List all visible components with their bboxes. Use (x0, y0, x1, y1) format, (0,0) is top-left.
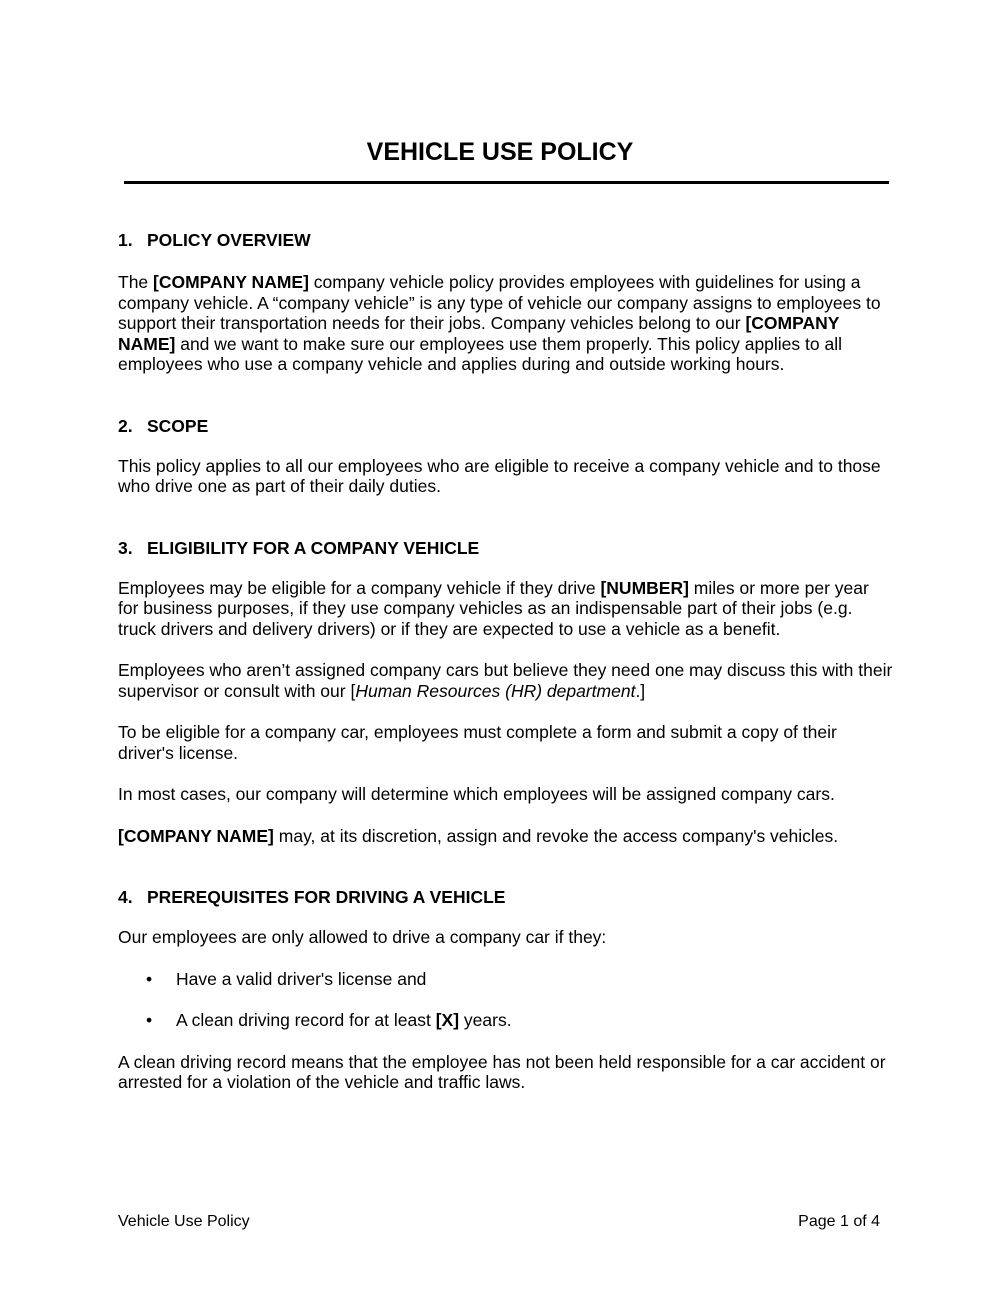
title-underline-divider (124, 181, 889, 184)
footer-page-number: Page 1 of 4 (798, 1213, 880, 1230)
text-run: Have a valid driver's license and (176, 968, 427, 989)
text-run: A clean driving record for at least (176, 1010, 436, 1030)
bullet-icon: • (146, 968, 153, 989)
eligibility-paragraph-discretion (118, 826, 893, 847)
number-placeholder: [NUMBER] (600, 577, 689, 598)
hr-department-placeholder: Human Resources (HR) department (355, 680, 636, 701)
section-number: 3. (118, 537, 133, 558)
section-number: 1. (118, 230, 133, 250)
policy-overview-paragraph (118, 272, 893, 375)
section-title: ELIGIBILITY FOR A COMPANY VEHICLE (147, 537, 480, 558)
text-run: and we want to make sure our employees use them properly. This policy applies to all employees who use a company vehicle and applies during and outside working hours. (118, 333, 842, 374)
eligibility-paragraph-form: To be eligible for a company car, employees must complete a form and submit a copy of their driver's license. (118, 722, 837, 763)
text-run: company vehicle policy provides employees with guidelines for using a company vehicle. A “company vehicle” is any type of vehicle our company assigns to employees to support their transportation needs for their jobs. Company vehicles belong to our (118, 272, 881, 333)
scope-paragraph: This policy applies to all our employees who are eligible to receive a company vehicle and to those who drive one as part of their daily duties. (118, 455, 881, 496)
section-number: 2. (118, 415, 133, 436)
prerequisites-intro-paragraph: Our employees are only allowed to drive a company car if they: (118, 927, 607, 947)
text-run: may, at its discretion, assign and revoke the access company's vehicles. (273, 825, 839, 846)
section-number: 4. (118, 887, 133, 907)
text-run: Employees who aren’t assigned company cars but believe they need one may discuss this with their supervisor or consult with our [ (118, 660, 893, 701)
eligibility-paragraph-mileage (118, 578, 893, 640)
section-title: PREREQUISITES FOR DRIVING A VEHICLE (147, 887, 506, 907)
text-run: years. (459, 1010, 512, 1030)
company-name-placeholder: [COMPANY NAME] (153, 272, 309, 292)
document-body (118, 229, 893, 1093)
section-title: POLICY OVERVIEW (147, 230, 311, 250)
text-run: miles or more per year for business purposes, if they use company vehicles as an indispensable part of their jobs (e.g. truck drivers and delivery drivers) or if they are expected to use a vehicle as a benefit. (118, 577, 869, 639)
text-run: .] (635, 680, 646, 701)
section-heading-policy-overview (118, 229, 893, 251)
section-heading-eligibility (118, 537, 893, 559)
text-run: The (118, 272, 154, 292)
eligibility-paragraph-discuss (118, 660, 893, 701)
text-run: Employees may be eligible for a company vehicle if they drive (118, 577, 601, 598)
footer-document-name: Vehicle Use Policy (118, 1213, 250, 1230)
section-heading-prerequisites (118, 886, 893, 908)
prerequisites-bullet-list (118, 969, 893, 1031)
bullet-icon: • (146, 1010, 153, 1030)
years-placeholder: [X] (435, 1010, 460, 1030)
company-name-placeholder: [COMPANY NAME] (118, 825, 274, 846)
section-heading-scope (118, 415, 893, 437)
list-item (118, 1010, 893, 1031)
clean-record-definition-paragraph: A clean driving record means that the employee has not been held responsible for a car accident or arrested for a violation of the vehicle and traffic laws. (118, 1051, 886, 1092)
company-name-placeholder: [COMPANY NAME] (118, 313, 840, 354)
section-title: SCOPE (147, 415, 209, 436)
eligibility-paragraph-determine: In most cases, our company will determine which employees will be assigned company cars. (118, 784, 835, 804)
list-item (118, 969, 893, 990)
document-title: VEHICLE USE POLICY (366, 138, 634, 166)
